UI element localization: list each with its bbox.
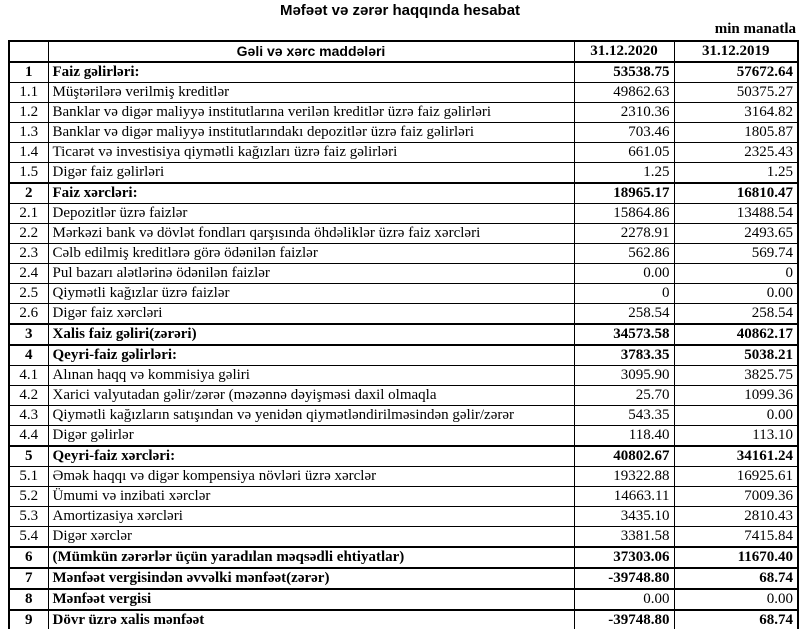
row-value-2019: 7415.84	[674, 527, 798, 548]
table-row	[9, 264, 798, 284]
row-number: 2.4	[9, 264, 48, 284]
table-row	[9, 163, 798, 184]
row-label: Ticarət və investisiya qiymətli kağızları üzrə faiz gəlirləri	[48, 143, 574, 163]
table-row	[9, 386, 798, 406]
page-title: Məfəət və zərər haqqında hesabat	[279, 2, 521, 19]
row-label: Banklar və digər maliyyə institutlarına verilən kreditlər üzrə faiz gəlirləri	[48, 103, 574, 123]
row-value-2019: 16925.61	[674, 467, 798, 487]
table-row	[9, 183, 798, 204]
row-label: Depozitlər üzrə faizlər	[48, 204, 574, 224]
row-value-2020: 2278.91	[574, 224, 674, 244]
row-number: 5.2	[9, 487, 48, 507]
row-value-2019: 40862.17	[674, 324, 798, 345]
row-value-2019: 0.00	[674, 284, 798, 304]
row-number: 1	[9, 62, 48, 83]
row-value-2020: 562.86	[574, 244, 674, 264]
row-value-2019: 57672.64	[674, 62, 798, 83]
row-number: 1.5	[9, 163, 48, 184]
row-value-2019: 2810.43	[674, 507, 798, 527]
row-value-2019: 258.54	[674, 304, 798, 325]
row-value-2020: 53538.75	[574, 62, 674, 83]
row-value-2019: 16810.47	[674, 183, 798, 204]
income-statement-table	[8, 40, 799, 629]
header-items-cell: Gəli və xərc maddələri	[48, 41, 574, 62]
row-value-2019: 1805.87	[674, 123, 798, 143]
row-value-2020: 661.05	[574, 143, 674, 163]
row-value-2020: 18965.17	[574, 183, 674, 204]
row-value-2020: 15864.86	[574, 204, 674, 224]
header-date-2020-cell: 31.12.2020	[574, 41, 674, 62]
row-label: Qeyri-faiz gəlirləri:	[48, 345, 574, 366]
table-row	[9, 304, 798, 325]
row-value-2019: 34161.24	[674, 446, 798, 467]
row-number: 5.3	[9, 507, 48, 527]
row-label: Digər gəlirlər	[48, 426, 574, 447]
row-number: 5.1	[9, 467, 48, 487]
row-value-2019: 5038.21	[674, 345, 798, 366]
row-value-2020: -39748.80	[574, 568, 674, 589]
row-number: 2.5	[9, 284, 48, 304]
table-body	[9, 62, 798, 629]
row-value-2020: 3095.90	[574, 366, 674, 386]
table-row	[9, 204, 798, 224]
row-value-2020: 40802.67	[574, 446, 674, 467]
header-row	[9, 41, 798, 62]
row-label: Faiz gəlirləri:	[48, 62, 574, 83]
row-label: Cəlb edilmiş kreditlərə görə ödənilən faizlər	[48, 244, 574, 264]
row-label: Banklar və digər maliyyə institutlarındakı depozitlər üzrə faiz gəlirləri	[48, 123, 574, 143]
table-row	[9, 589, 798, 610]
table-row	[9, 224, 798, 244]
row-label: Ümumi və inzibati xərclər	[48, 487, 574, 507]
row-value-2019: 113.10	[674, 426, 798, 447]
unit-note: min manatla	[714, 21, 796, 37]
row-value-2019: 1.25	[674, 163, 798, 184]
table-row	[9, 143, 798, 163]
row-value-2020: 2310.36	[574, 103, 674, 123]
table-row	[9, 284, 798, 304]
row-value-2019: 3825.75	[674, 366, 798, 386]
row-value-2019: 7009.36	[674, 487, 798, 507]
row-value-2020: 3783.35	[574, 345, 674, 366]
table-row	[9, 62, 798, 83]
row-value-2020: 703.46	[574, 123, 674, 143]
table-row	[9, 426, 798, 447]
row-label: (Mümkün zərərlər üçün yaradılan məqsədli ehtiyatlar)	[48, 547, 574, 568]
row-label: Faiz xərcləri:	[48, 183, 574, 204]
table-row	[9, 568, 798, 589]
row-number: 2.1	[9, 204, 48, 224]
row-number: 4	[9, 345, 48, 366]
row-value-2020: 3435.10	[574, 507, 674, 527]
header-date-2019-cell: 31.12.2019	[674, 41, 798, 62]
row-number: 4.2	[9, 386, 48, 406]
row-label: Mənfəət vergisindən əvvəlki mənfəət(zərər)	[48, 568, 574, 589]
table-row	[9, 123, 798, 143]
table-row	[9, 467, 798, 487]
row-label: Qeyri-faiz xərcləri:	[48, 446, 574, 467]
row-number: 2.6	[9, 304, 48, 325]
row-number: 1.4	[9, 143, 48, 163]
row-label: Müştərilərə verilmiş kreditlər	[48, 83, 574, 103]
row-value-2020: -39748.80	[574, 610, 674, 629]
row-value-2019: 0.00	[674, 589, 798, 610]
table-row	[9, 610, 798, 629]
table-header	[9, 41, 798, 62]
table-row	[9, 345, 798, 366]
row-value-2020: 19322.88	[574, 467, 674, 487]
row-number: 1.2	[9, 103, 48, 123]
table-row	[9, 527, 798, 548]
row-value-2019: 0	[674, 264, 798, 284]
row-number: 4.1	[9, 366, 48, 386]
row-label: Əmək haqqı və digər kompensiya növləri üzrə xərclər	[48, 467, 574, 487]
table-row	[9, 446, 798, 467]
row-number: 4.4	[9, 426, 48, 447]
row-number: 1.1	[9, 83, 48, 103]
row-value-2019: 11670.40	[674, 547, 798, 568]
table-row	[9, 244, 798, 264]
row-number: 2.3	[9, 244, 48, 264]
row-label: Pul bazarı alətlərinə ödənilən faizlər	[48, 264, 574, 284]
row-value-2020: 3381.58	[574, 527, 674, 548]
row-label: Amortizasiya xərcləri	[48, 507, 574, 527]
row-label: Xalis faiz gəliri(zərəri)	[48, 324, 574, 345]
row-value-2019: 0.00	[674, 406, 798, 426]
row-number: 9	[9, 610, 48, 629]
row-number: 8	[9, 589, 48, 610]
row-value-2020: 118.40	[574, 426, 674, 447]
row-value-2020: 0	[574, 284, 674, 304]
row-label: Dövr üzrə xalis mənfəət	[48, 610, 574, 629]
row-label: Digər faiz xərcləri	[48, 304, 574, 325]
row-number: 6	[9, 547, 48, 568]
row-number: 3	[9, 324, 48, 345]
row-value-2020: 34573.58	[574, 324, 674, 345]
row-label: Xarici valyutadan gəlir/zərər (məzənnə dəyişməsi daxil olmaqla	[48, 386, 574, 406]
row-label: Qiymətli kağızların satışından və yenidən qiymətləndirilməsindən gəlir/zərər	[48, 406, 574, 426]
row-value-2020: 0.00	[574, 589, 674, 610]
row-number: 5	[9, 446, 48, 467]
row-label: Mənfəət vergisi	[48, 589, 574, 610]
table-row	[9, 103, 798, 123]
row-label: Digər xərclər	[48, 527, 574, 548]
row-label: Qiymətli kağızlar üzrə faizlər	[48, 284, 574, 304]
row-number: 2.2	[9, 224, 48, 244]
row-value-2019: 13488.54	[674, 204, 798, 224]
row-value-2020: 543.35	[574, 406, 674, 426]
row-value-2020: 14663.11	[574, 487, 674, 507]
row-value-2020: 49862.63	[574, 83, 674, 103]
table-row	[9, 487, 798, 507]
row-value-2020: 37303.06	[574, 547, 674, 568]
row-label: Digər faiz gəlirləri	[48, 163, 574, 184]
header-number-cell	[9, 41, 48, 62]
row-number: 7	[9, 568, 48, 589]
table-row	[9, 83, 798, 103]
row-value-2019: 68.74	[674, 610, 798, 629]
row-value-2019: 2325.43	[674, 143, 798, 163]
row-value-2019: 1099.36	[674, 386, 798, 406]
row-value-2020: 0.00	[574, 264, 674, 284]
row-value-2019: 50375.27	[674, 83, 798, 103]
table-row	[9, 507, 798, 527]
row-value-2020: 25.70	[574, 386, 674, 406]
row-number: 4.3	[9, 406, 48, 426]
row-value-2019: 2493.65	[674, 224, 798, 244]
row-value-2019: 569.74	[674, 244, 798, 264]
row-number: 5.4	[9, 527, 48, 548]
row-label: Alınan haqq və kommisiya gəliri	[48, 366, 574, 386]
row-number: 1.3	[9, 123, 48, 143]
table-row	[9, 366, 798, 386]
row-value-2019: 3164.82	[674, 103, 798, 123]
row-value-2019: 68.74	[674, 568, 798, 589]
table-row	[9, 406, 798, 426]
table-row	[9, 547, 798, 568]
row-value-2020: 1.25	[574, 163, 674, 184]
row-label: Mərkəzi bank və dövlət fondları qarşısında öhdəliklər üzrə faiz xərcləri	[48, 224, 574, 244]
row-value-2020: 258.54	[574, 304, 674, 325]
table-row	[9, 324, 798, 345]
row-number: 2	[9, 183, 48, 204]
